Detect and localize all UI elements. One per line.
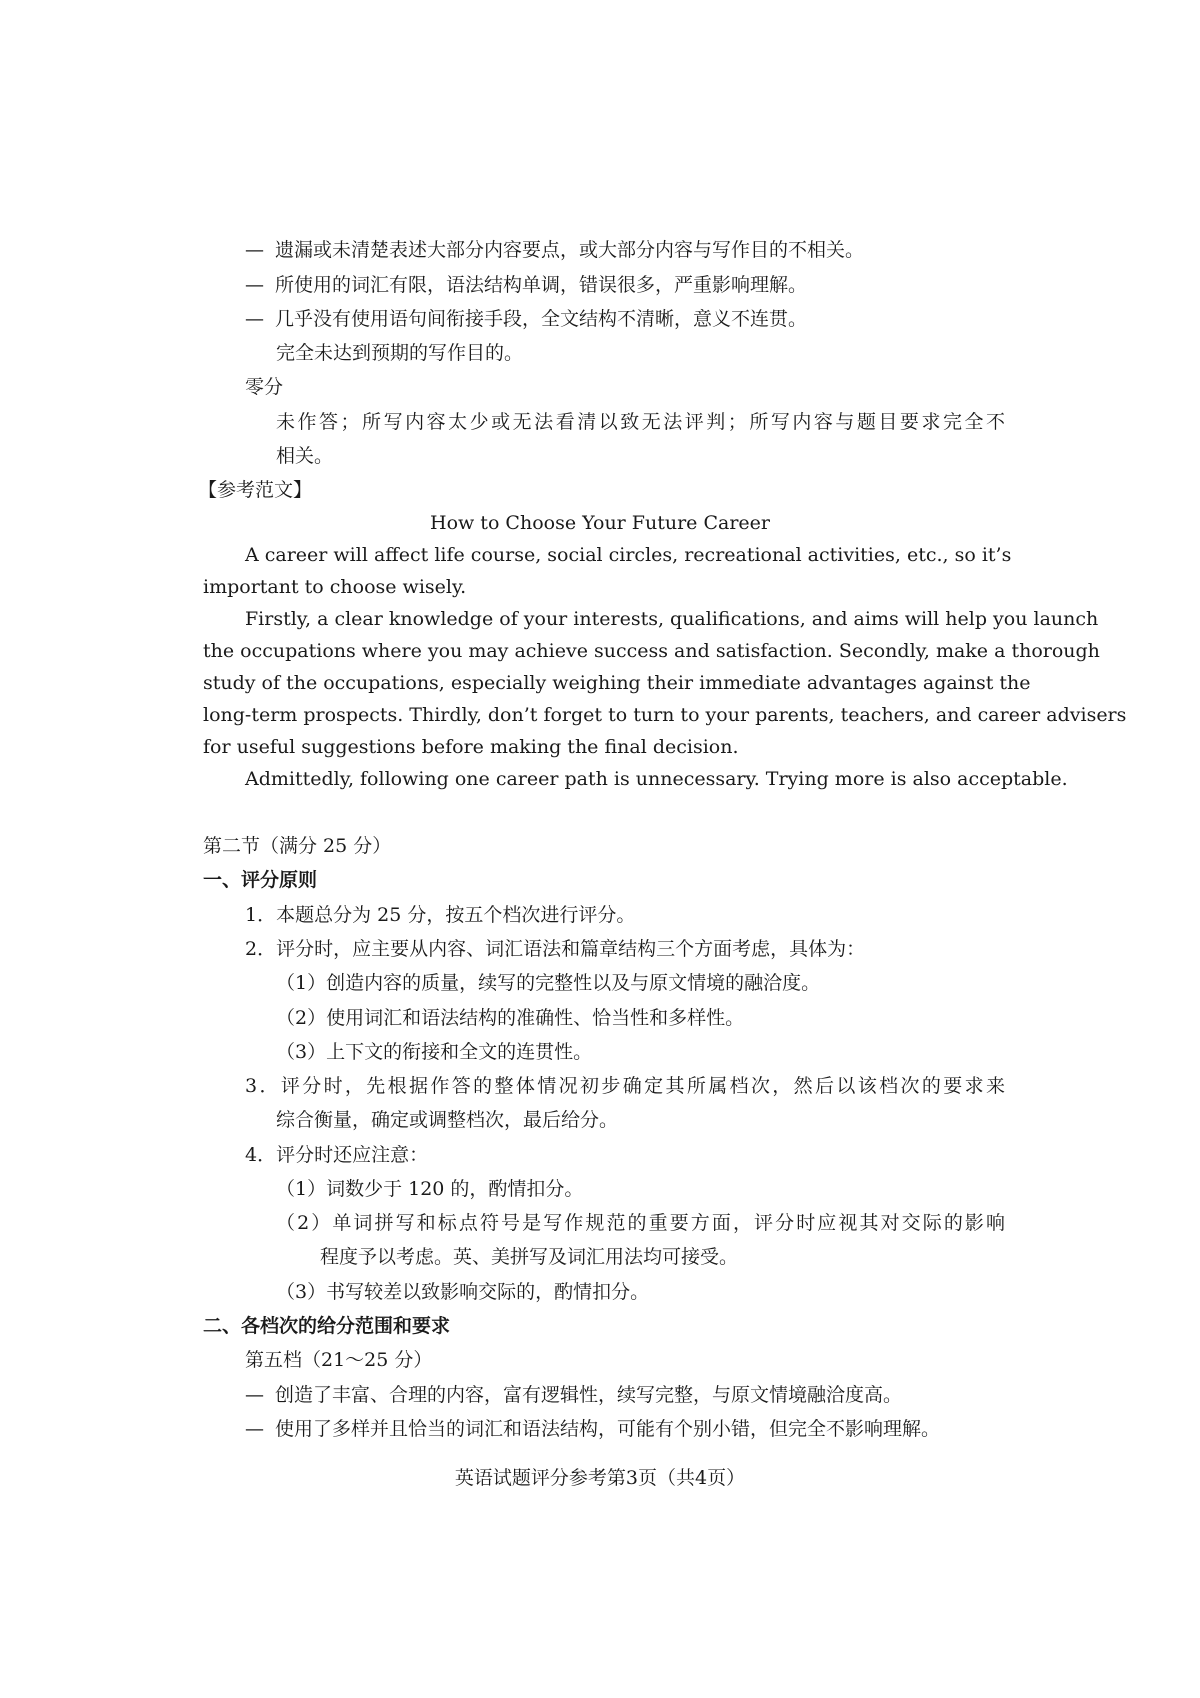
principle-subitem: （1）词数少于 120 的，酌情扣分。 [276, 1178, 584, 1200]
essay-line: important to choose wisely. [203, 576, 467, 598]
principle-subitem: （3）上下文的衔接和全文的连贯性。 [276, 1041, 593, 1063]
principle-subitem-cont: 程度予以考虑。英、美拼写及词汇用法均可接受。 [320, 1246, 739, 1268]
essay-line: A career will affect life course, social circles, recreational activities, etc., so it’s [245, 544, 1012, 566]
sample-essay-label: 【参考范文】 [198, 479, 313, 501]
essay-line: long-term prospects. Thirdly, don’t forget to turn to your parents, teachers, and career advisers [203, 704, 1127, 726]
principle-item: 2．评分时，应主要从内容、词汇语法和篇章结构三个方面考虑，具体为： [245, 938, 866, 960]
dash-bullet: — [245, 239, 264, 261]
rubric-summary: 完全未达到预期的写作目的。 [276, 342, 524, 364]
essay-line: for useful suggestions before making the final decision. [203, 736, 739, 758]
essay-line: study of the occupations, especially weighing their immediate advantages against the [203, 672, 1031, 694]
essay-line: the occupations where you may achieve success and satisfaction. Secondly, make a thorough [203, 640, 1100, 662]
principle-item: 1．本题总分为 25 分，按五个档次进行评分。 [245, 904, 636, 926]
essay-line: Firstly, a clear knowledge of your interests, qualifications, and aims will help you launch [245, 608, 1099, 630]
dash-bullet: — [245, 1384, 264, 1406]
rubric-point: — 所使用的词汇有限，语法结构单调，错误很多，严重影响理解。 [245, 269, 807, 301]
dash-bullet: — [245, 274, 264, 296]
zero-score-desc: 未作答；所写内容太少或无法看清以致无法评判；所写内容与题目要求完全不 [276, 411, 1005, 433]
principle-item: 3．评分时，先根据作答的整体情况初步确定其所属档次，然后以该档次的要求来 [245, 1075, 1005, 1097]
principle-item-cont: 综合衡量，确定或调整档次，最后给分。 [276, 1109, 619, 1131]
principle-item: 4．评分时还应注意： [245, 1144, 429, 1166]
sample-essay-title: How to Choose Your Future Career [430, 512, 770, 534]
zero-score-label: 零分 [245, 376, 284, 398]
principle-subitem: （2）单词拼写和标点符号是写作规范的重要方面，评分时应视其对交际的影响 [276, 1212, 1005, 1234]
principle-subitem: （1）创造内容的质量，续写的完整性以及与原文情境的融洽度。 [276, 972, 821, 994]
rubric-point: — 几乎没有使用语句间衔接手段，全文结构不清晰，意义不连贯。 [245, 303, 807, 335]
section-title: 第二节（满分 25 分） [203, 835, 392, 857]
dash-bullet: — [245, 1418, 264, 1440]
levels-heading: 二、各档次的给分范围和要求 [203, 1315, 451, 1337]
rubric-point: — 遗漏或未清楚表述大部分内容要点，或大部分内容与写作目的不相关。 [245, 234, 864, 266]
level-title: 第五档（21～25 分） [245, 1349, 433, 1371]
level-point: — 创造了丰富、合理的内容，富有逻辑性，续写完整，与原文情境融洽度高。 [245, 1379, 902, 1411]
page-footer: 英语试题评分参考第3页（共4页） [454, 1467, 746, 1489]
principle-subitem: （3）书写较差以致影响交际的，酌情扣分。 [276, 1281, 650, 1303]
level-point: — 使用了多样并且恰当的词汇和语法结构，可能有个别小错，但完全不影响理解。 [245, 1413, 940, 1445]
principles-heading: 一、评分原则 [203, 869, 318, 891]
zero-score-desc: 相关。 [276, 445, 334, 467]
principle-subitem: （2）使用词汇和语法结构的准确性、恰当性和多样性。 [276, 1007, 745, 1029]
essay-line: Admittedly, following one career path is unnecessary. Trying more is also acceptable. [245, 768, 1068, 790]
dash-bullet: — [245, 308, 264, 330]
